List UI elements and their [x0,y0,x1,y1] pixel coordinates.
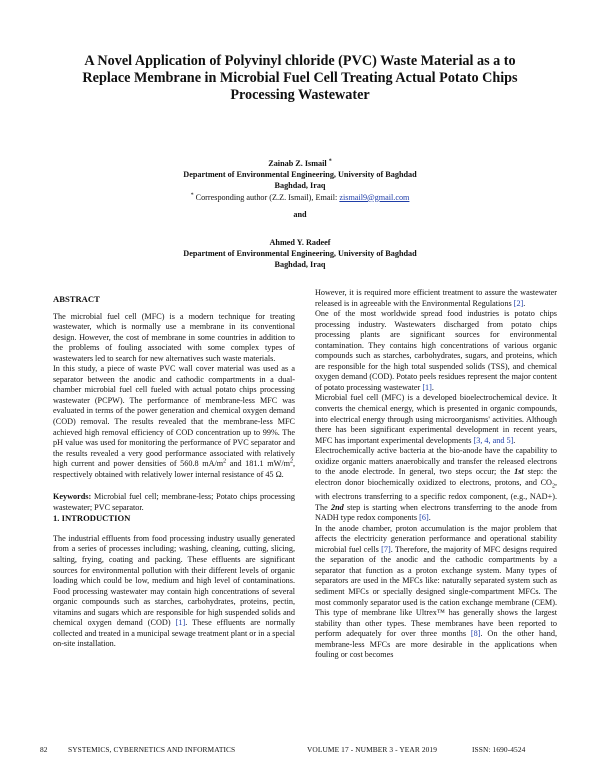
author-name: Zainab Z. Ismail * [268,158,332,168]
title-line: Replace Membrane in Microbial Fuel Cell Treating Actual Potato Chips [82,70,518,86]
journal-name: SYSTEMICS, CYBERNETICS AND INFORMATICS [68,745,236,754]
body-paragraph: In the anode chamber, proton accumulation is the major problem that affects the electricity generation performance and operational stability microbial fuel cells [7]. Therefore, the majority of MFC designs required the separation of the anodic and the cathodic compartments by a separator that function as a proton exchange system. Many types of separators are used in the MFCs like: naturally separated system such as sediment MFCs or specially designed single-compartment MFCs. The most commonly separator used is the cation exchange membrane (CEM). This type of membrane like Ultrex™ has generally shows the largest stability than other types. These membranes have been reported to perform adequately for over three months [8]. On the other hand, membrane-less MFCs are more desirable in the applications when fouling or cost becomes [315,523,557,660]
author-name: Ahmed Y. Radeef [269,238,331,247]
paper-title [60,53,540,104]
citation-link[interactable]: [8] [470,629,481,639]
title-line: Processing Wastewater [230,87,370,103]
body-paragraph: Microbial fuel cell (MFC) is a developed bioelectrochemical device. It converts the chemical energy, which is presented in organic compounds, into electrical energy through using microorganisms' activities. Although there has been significant experimental development in recent years, MFC has important experimental developments [3, 4, and 5]. [315,393,557,445]
author-affiliation: Department of Environmental Engineering, University of Baghdad [183,170,417,180]
abstract-paragraph: In this study, a piece of waste PVC wall cover material was used as a separator between the anodic and cathodic compartments in a dual-chamber microbial fuel cell fueled with actual potato chips processing wastewater (PCPW). The performance of membrane-less MFC was evaluated in terms of the power generation and chemical oxygen demand (COD) removal. The results revealed that the membrane-less MFC achieved high removal efficiency of COD concentration up to 99%. The pH value was used for monitoring the performance of PVC separator and the results revealed a very good performance associated with relatively high current and power densities of 560.8 $mA/m^2$ and 181.1 $mW/m^2$, respectively obtained with relatively lower internal resistance of 45 Ω. [53,364,296,479]
body-paragraph: One of the most worldwide spread food industries is potato chips processing industry. Wastewaters discharged from potato chips processing plants are significant sources for environmental contamination. They contains high concentrations of various organic compounds such as starches, carbohydrates, sugars, and proteins, which are responsible for the high total suspended solids (TSS), and chemical oxygen demand (COD). Potato peels residues represent the major content of potato processing wastewater [1]. [315,309,557,392]
issn: ISSN: 1690-4524 [472,745,526,754]
body-paragraph: However, it is required more efficient treatment to assure the wastewater released is in agreeable with the Environmental Regulations [2]. [315,288,557,308]
introduction-paragraph: The industrial effluents from food processing industry usually generated from a series of processes including; washing, cleaning, cutting, slicing, salting, frying, coating and packing. These effluents are significant sources for environmental pollution with their different levels of organic loading which could be low, medium and high level of contaminations. Food processing wastewater may contain high concentrations of several organic compounds such as starches, carbohydrates, proteins, pectin, vitamins and sugars which are responsible for high suspended solids and chemical oxygen demand (COD) [1]. These effluents are normally collected and treated in a municipal sewage treatment plant or in a special on-site installation. [53,533,296,649]
author-affiliation: Department of Environmental Engineering, University of Baghdad [183,249,417,259]
email-link[interactable]: zismail9@gmail.com [339,192,410,202]
corresponding-author: * Corresponding author (Z.Z. Ismail), Email: zismail9@gmail.com [190,191,410,202]
and-separator: and [293,210,307,219]
author-city: Baghdad, Iraq [274,181,326,191]
author-block-1 [80,158,520,203]
author-block-2 [80,237,520,271]
citation-link[interactable]: [1] [422,382,432,392]
right-column [315,288,557,661]
introduction-heading: 1. INTRODUCTION [53,513,131,524]
citation-link[interactable]: [6] [419,513,429,523]
volume-info: VOLUME 17 - NUMBER 3 - YEAR 2019 [307,745,437,754]
page-number: 82 [40,745,48,754]
left-column [53,294,295,650]
abstract-paragraph: The microbial fuel cell (MFC) is a modern technique for treating wastewater, which is normally use a membrane in its conventional design. However, the cost of membrane in some countries in addition to the problems of fouling associated with some complex types of wastewaters led to search for new alternatives such waste materials. [53,311,295,363]
body-paragraph: Electrochemically active bacteria at the bio-anode have the capability to oxidize organic matters anaerobically and transfer the released electrons to the anode electrode. In general, two steps occur; the 1st step: the electron donor biochemically oxidized to electrons, protons, and $CO_2$, with electrons transferring to a specific redox component, (e.g., NAD+). The 2nd step is starting when electrons transferring to the anode from NADH type redox components [6]. [315,446,558,523]
citation-link[interactable]: [3, 4, and 5] [473,435,514,445]
title-line: A Novel Application of Polyvinyl chloride (PVC) Waste Material as a to [84,53,516,69]
citation-link[interactable]: [2] [513,298,524,308]
keywords: Keywords: Microbial fuel cell; membrane-less; Potato chips processing wastewater; PVC separator. [53,492,295,512]
citation-link[interactable]: [1] [175,618,186,628]
abstract-heading: ABSTRACT [53,294,100,304]
citation-link[interactable]: [7] [381,544,391,554]
author-city: Baghdad, Iraq [274,260,326,270]
